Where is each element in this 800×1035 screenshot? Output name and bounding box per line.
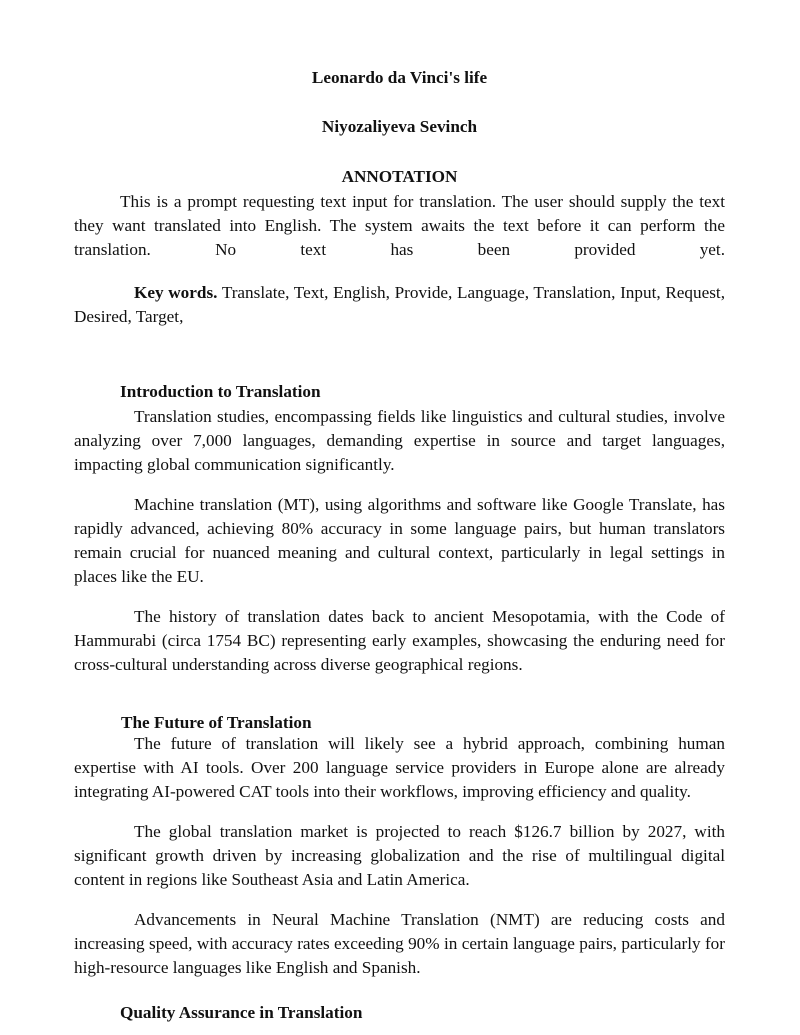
author-name: Niyozaliyeva Sevinch [321,117,478,136]
annotation-heading: ANNOTATION [341,167,458,186]
paragraph: Machine translation (MT), using algorithms and software like Google Translate, has rapidly advanced, achieving 80% accuracy in some language pairs, but human translators remain crucial for nuanced meaning and cultural context, particularly in legal settings in places like the EU. [74,495,725,586]
keywords-text: Translate, Text, English, Provide, Language, Translation, Input, Request, Desired, Target, [74,283,725,326]
paragraph: Advancements in Neural Machine Translation (NMT) are reducing costs and increasing speed, with accuracy rates exceeding 90% in certain language pairs, particularly for high-resource languages like English and Spanish. [74,910,725,977]
paragraph: Translation studies, encompassing fields like linguistics and cultural studies, involve analyzing over 7,000 languages, demanding expertise in source and target languages, impacting global communication significantly. [74,407,725,474]
section-heading-introduction: Introduction to Translation [120,382,321,401]
section-heading-future: The Future of Translation [121,713,312,732]
paragraph: The history of translation dates back to ancient Mesopotamia, with the Code of Hammurabi (circa 1754 BC) representing early examples, showcasing the enduring need for cross-cultural understanding across diverse geographical regions. [74,607,725,674]
section-heading-quality-assurance: Quality Assurance in Translation [120,1003,363,1022]
keywords-label: Key words. [134,283,218,302]
paragraph: The global translation market is projected to reach $126.7 billion by 2027, with significant growth driven by increasing globalization and the rise of multilingual digital content in regions like Southeast Asia and Latin America. [74,822,725,889]
paragraph: The future of translation will likely see a hybrid approach, combining human expertise with AI tools. Over 200 language service providers in Europe alone are already integrating AI-powered CAT tools into their workflows, improving efficiency and quality. [74,734,725,801]
annotation-text: This is a prompt requesting text input for translation. The user should supply the text they want translated into English. The system awaits the text before it can perform the translation. No text has been provided yet. [74,192,725,259]
document-title: Leonardo da Vinci's life [311,68,488,87]
keywords-paragraph [74,281,725,329]
